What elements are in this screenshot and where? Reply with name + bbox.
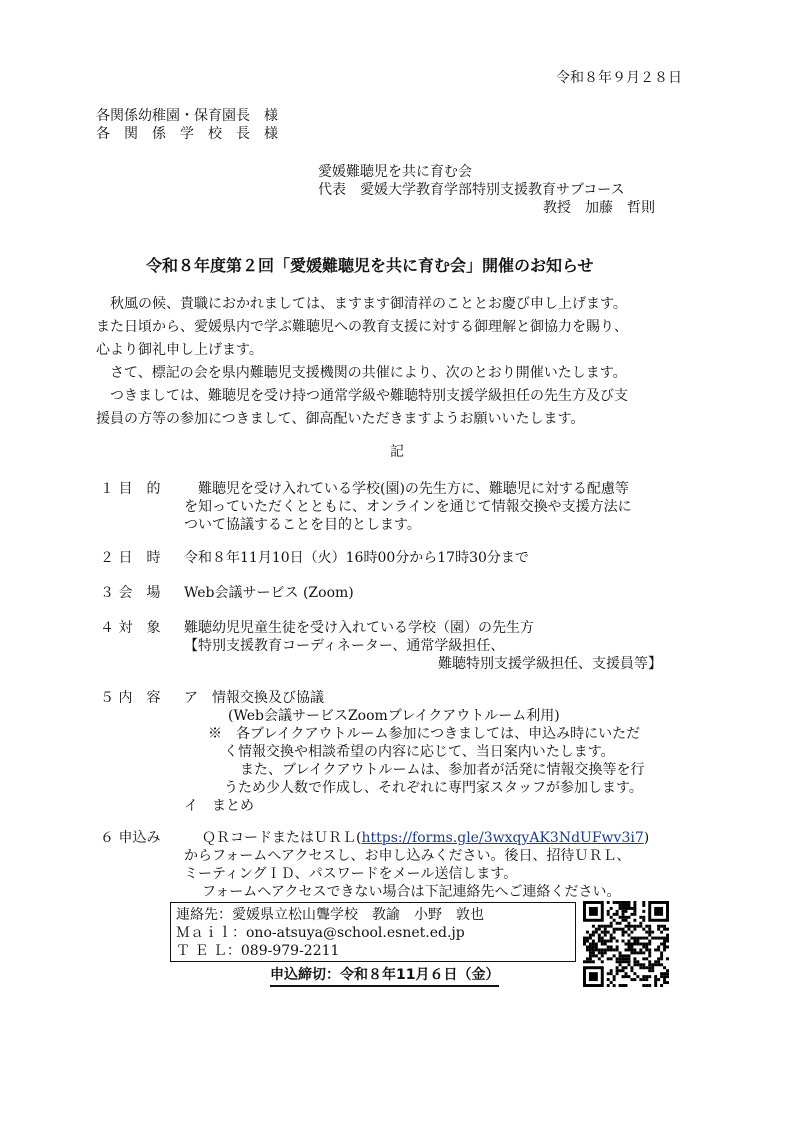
item-content-text: く情報交換や相談希望の内容に応じて、当日案内いたします。 [224, 744, 615, 760]
qr-code-icon[interactable] [583, 901, 669, 987]
body-line: さて、標記の会を県内難聴児支援機関の共催により、次のとおり開催いたします。 [96, 365, 627, 381]
item-apply-label: ６ 申込み [100, 830, 161, 846]
item-apply-text: フォームへアクセスできない場合は下記連絡先へご連絡ください。 [202, 884, 621, 900]
body-line: つきましては、難聴児を受け持つ通常学級や難聴特別支援学級担任の先生方及び支 [96, 388, 628, 404]
item-content-text: (Web会議サービスZoomブレイクアウトルーム利用) [228, 708, 560, 724]
body-line: 心より御礼申し上げます。 [96, 342, 263, 358]
body-line: 秋風の候、貴職におかれましては、ますます御清祥のこととお慶び申し上げます。 [96, 296, 627, 312]
form-url-link[interactable]: https://forms.gle/3wxqyAK3NdUFwv3i7 [361, 830, 644, 846]
sender-name: 教授 加藤 哲則 [543, 200, 655, 216]
item-target-text: 【特別支援教育コーディネーター、通常学級担任、 [184, 638, 505, 654]
recipient-schools: 各 関 係 学 校 長 様 [96, 126, 278, 142]
item-content-label: ５ 内 容 [100, 690, 161, 706]
item-apply-text: からフォームへアクセスし、お申し込みください。後日、招待ＵＲＬ、 [184, 848, 631, 864]
item-content-text: ※ 各ブレイクアウトルーム参加につきましては、申込み時にいただ [208, 726, 641, 742]
document-date: 令和８年９月２８日 [556, 70, 682, 86]
contact-line: Ｍａｉｌ：ono-atsuya@school.esnet.ed.jp [176, 925, 465, 941]
sender-organization: 愛媛難聴児を共に育む会 [318, 164, 472, 180]
application-deadline: 申込締切：令和８年11月６日（金） [270, 964, 499, 987]
contact-line: 連絡先：愛媛県立松山聾学校 教諭 小野 敦也 [176, 907, 484, 923]
item-apply-text: ミーティングＩＤ、パスワードをメール送信します。 [184, 866, 518, 882]
item-datetime-text: 令和８年11月10日（火）16時00分から17時30分まで [184, 550, 529, 566]
item-venue-text: Web会議サービス (Zoom) [184, 585, 354, 601]
item-target-text: 難聴幼児児童生徒を受け入れている学校（園）の先生方 [184, 620, 534, 636]
item-venue-label: ３ 会 場 [100, 585, 161, 601]
item-content-text: ア 情報交換及び協議 [184, 690, 324, 706]
item-purpose-text: ついて協議することを目的とします。 [184, 517, 421, 533]
item-content-text: うため少人数で作成し、それぞれに専門家スタッフが参加します。 [224, 780, 643, 796]
body-line: 援員の方等の参加につきまして、御高配いただきますようお願いいたします。 [96, 411, 585, 427]
item-purpose-text: を知っていただくとともに、オンラインを通じて情報交換や支援方法に [184, 499, 632, 515]
item-datetime-label: ２ 日 時 [100, 550, 161, 566]
sender-representative: 代表 愛媛大学教育学部特別支援教育サブコース [318, 182, 625, 198]
item-target-text: 難聴特別支援学級担任、支援員等】 [438, 656, 662, 672]
item-content-text: また、ブレイクアウトルームは、参加者が活発に情報交換等を行 [240, 762, 645, 778]
contact-line: Ｔ Ｅ Ｌ：089-979-2211 [176, 943, 340, 959]
item-content-text: イ まとめ [184, 798, 254, 814]
body-line: また日頃から、愛媛県内で学ぶ難聴児への教育支援に対する御理解と御協力を賜り、 [96, 319, 628, 335]
item-purpose-text: 難聴児を受け入れている学校(園)の先生方に、難聴児に対する配慮等 [184, 481, 629, 497]
item-purpose-label: １ 目 的 [100, 481, 161, 497]
ki-heading: 記 [390, 444, 404, 460]
recipient-kindergarten: 各関係幼稚園・保育園長 様 [96, 108, 278, 124]
document-title: 令和８年度第２回「愛媛難聴児を共に育む会」開催のお知らせ [146, 256, 594, 275]
item-target-label: ４ 対 象 [100, 620, 161, 636]
item-apply-text: ＱＲコードまたはＵＲＬ(https://forms.gle/3wxqyAK3NdUFwv3i7) [202, 830, 650, 846]
